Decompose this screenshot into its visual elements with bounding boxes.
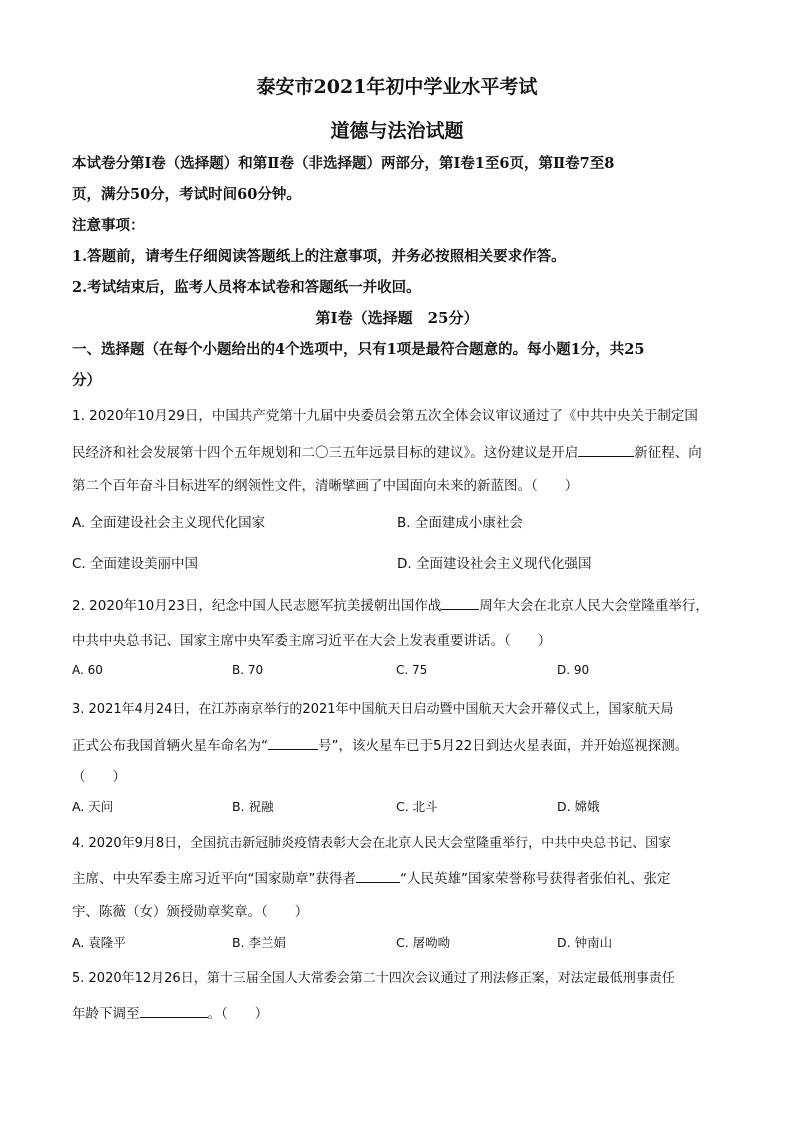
q4-line-2-text-b: “人民英雄”国家荣誉称号获得者张伯礼、张定 — [400, 871, 671, 887]
q1-line-2-text-a: 民经济和社会发展第十四个五年规划和二〇三五年远景目标的建议》。这份建议是开启 — [72, 445, 579, 461]
q3-line-2 — [72, 734, 722, 754]
q2-line-1-text-a: 2. 2020年10月23日，纪念中国人民志愿军抗美援朝出国作战 — [72, 598, 442, 614]
q1-line-3: 第二个百年奋斗目标进军的纲领性文件，清晰擘画了中国面向未来的新蓝图。（ ） — [72, 478, 579, 494]
q5-line-1: 5. 2020年12月26日，第十三届全国人大常委会第二十四次会议通过了刑法修正案，对法定最低刑事责任 — [72, 971, 675, 986]
q3-option-c[interactable]: C. 北斗 — [396, 799, 438, 814]
q3-line-2-text-b: 号”，该火星车已于5月22日到达火星表面，并开始巡视探测。 — [318, 738, 689, 754]
section-title: 第Ⅰ卷（选择题 25分） — [315, 309, 479, 327]
q3-option-d[interactable]: D. 嫦娥 — [557, 799, 600, 814]
q4-answer-blank — [356, 868, 400, 883]
q1-line-1: 1. 2020年10月29日，中国共产党第十九届中央委员会第五次全体会议审议通过了《中共中央关于制定国 — [72, 408, 698, 424]
q2-option-c[interactable]: C. 75 — [396, 663, 428, 677]
q4-line-1: 4. 2020年9月8日，全国抗击新冠肺炎疫情表彰大会在北京人民大会堂隆重举行，中共中央总书记、国家 — [72, 836, 672, 851]
q4-line-2 — [72, 867, 722, 887]
q1-option-b[interactable]: B. 全面建成小康社会 — [397, 515, 523, 531]
q1-option-a[interactable]: A. 全面建设社会主义现代化国家 — [72, 515, 266, 531]
q3-line-2-text-a: 正式公布我国首辆火星车命名为“ — [72, 738, 268, 754]
q1-answer-blank — [578, 442, 634, 457]
q2-option-a[interactable]: A. 60 — [72, 663, 103, 677]
q5-answer-blank — [140, 1003, 208, 1018]
q3-line-3: （ ） — [72, 769, 126, 785]
q4-line-2-text-a: 主席、中央军委主席习近平向“国家勋章”获得者 — [72, 871, 356, 887]
q3-answer-blank — [268, 735, 318, 750]
notice-item-2: 2.考试结束后，监考人员将本试卷和答题纸一并收回。 — [72, 279, 421, 296]
q2-option-b[interactable]: B. 70 — [232, 663, 264, 677]
q4-option-d[interactable]: D. 钟南山 — [557, 935, 613, 950]
q2-option-d[interactable]: D. 90 — [557, 663, 590, 677]
q2-line-1-text-b: 周年大会在北京人民大会堂隆重举行， — [479, 598, 709, 614]
intro-line-2: 页，满分50分，考试时间60分钟。 — [72, 186, 301, 203]
exam-title: 泰安市2021年初中学业水平考试 — [256, 76, 538, 98]
q3-option-a[interactable]: A. 天问 — [72, 799, 114, 814]
section-heading-line-2: 分） — [72, 372, 101, 389]
q4-option-a[interactable]: A. 袁隆平 — [72, 935, 126, 950]
notice-item-1: 1.答题前，请考生仔细阅读答题纸上的注意事项，并务必按照相关要求作答。 — [72, 248, 566, 265]
q3-line-1: 3. 2021年4月24日，在江苏南京举行的2021年中国航天日启动暨中国航天大会开幕仪式上，国家航天局 — [72, 702, 674, 717]
q4-option-c[interactable]: C. 屠呦呦 — [396, 935, 451, 950]
q1-option-d[interactable]: D. 全面建设社会主义现代化强国 — [397, 556, 592, 572]
q2-line-1 — [72, 594, 722, 614]
exam-subtitle: 道德与法治试题 — [330, 120, 464, 142]
q1-line-2-text-b: 新征程、向 — [634, 445, 702, 461]
q1-line-2 — [72, 441, 722, 461]
q5-line-2-text-a: 年龄下调至 — [72, 1006, 140, 1022]
intro-line-1: 本试卷分第Ⅰ卷（选择题）和第Ⅱ卷（非选择题）两部分，第Ⅰ卷1至6页，第Ⅱ卷7至8 — [72, 155, 615, 172]
q2-answer-blank — [441, 595, 479, 610]
q4-line-3: 宇、陈薇（女）颁授勋章奖章。（ ） — [72, 904, 309, 920]
q3-option-b[interactable]: B. 祝融 — [232, 799, 274, 814]
q2-line-2: 中共中央总书记、国家主席中央军委主席习近平在大会上发表重要讲话。（ ） — [72, 633, 552, 649]
q4-option-b[interactable]: B. 李兰娟 — [232, 935, 287, 950]
section-heading-line-1: 一、选择题（在每个小题给出的4个选项中，只有1项是最符合题意的。每小题1分，共25 — [72, 341, 645, 358]
q5-line-2-text-b: 。（ ） — [207, 1006, 269, 1022]
q1-option-c[interactable]: C. 全面建设美丽中国 — [72, 556, 199, 572]
q5-line-2 — [72, 1002, 722, 1022]
notice-label: 注意事项： — [72, 217, 145, 234]
